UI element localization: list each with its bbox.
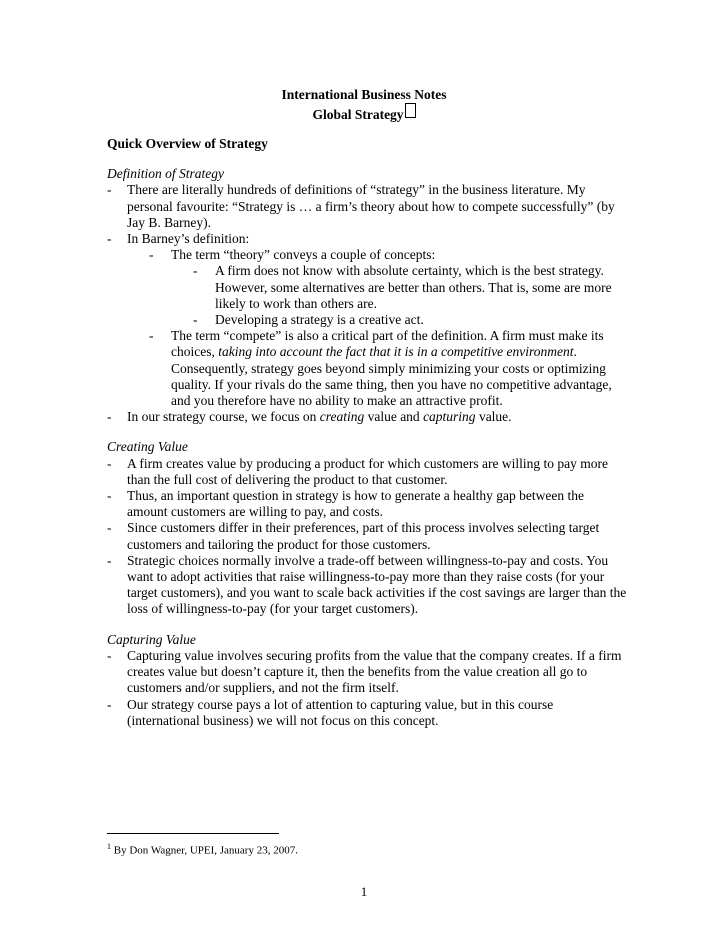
- footnote-mark: 1: [107, 842, 111, 851]
- footnote-text: By Don Wagner, UPEI, January 23, 2007.: [111, 844, 298, 857]
- bullet-dash: -: [193, 263, 198, 279]
- bullet-item: - Thus, an important question in strategy is how to generate a healthy gap between the amount customers are willing to pay, and costs.: [107, 488, 584, 520]
- section-capturing-value: [107, 632, 627, 729]
- bullet-dash: -: [193, 312, 198, 328]
- section-creating-value: [107, 439, 627, 617]
- footnote-reference-box: [405, 103, 416, 118]
- bullet-item: - Capturing value involves securing profits from the value that the company creates. If a firm creates value but doesn’t capture it, then the benefits from the value creation all go to customers and/or suppliers, and not the firm itself.: [107, 647, 622, 696]
- bullet-item: - Our strategy course pays a lot of attention to capturing value, but in this course (international business) we will not focus on this concept.: [107, 696, 554, 728]
- bullet-item: - In Barney’s definition:: [107, 231, 250, 247]
- main-heading: Quick Overview of Strategy: [107, 136, 268, 151]
- section-definition: [107, 166, 627, 425]
- bullet-dash: -: [107, 552, 112, 568]
- bullet-dash: -: [107, 182, 112, 198]
- bullet-dash: -: [107, 520, 112, 536]
- bullet-item: - Strategic choices normally involve a trade-off between willingness-to-pay and costs. You want to adopt activities that raise willingness-to-pay more than they raise costs (for your target customers), and you want to scale back activities if the cost savings are larger than the loss of willingness-to-pay (for your target customers).: [107, 552, 627, 617]
- sub-sub-bullet-item: - Developing a strategy is a creative act.: [193, 312, 424, 328]
- section-heading: Creating Value: [107, 439, 188, 455]
- bullet-dash: -: [149, 328, 154, 344]
- sub-bullet-item: - The term “theory” conveys a couple of concepts:: [149, 247, 436, 263]
- section-heading: Capturing Value: [107, 631, 196, 647]
- bullet-item: - There are literally hundreds of definitions of “strategy” in the business literature. My personal favourite: “Strategy is … a firm’s theory about how to compete successfully” (by Jay B. Barney).: [107, 182, 615, 230]
- bullet-item: - A firm creates value by producing a product for which customers are willing to pay more than the full cost of delivering the product to that customer.: [107, 455, 608, 487]
- bullet-dash: -: [107, 455, 112, 471]
- bullet-dash: -: [149, 247, 154, 263]
- sub-sub-bullet-item: - A firm does not know with absolute certainty, which is the best strategy. However, some alternatives are better than others. That is, some are more likely to work than others are.: [193, 263, 612, 311]
- document-header: [0, 86, 728, 123]
- bullet-dash: -: [107, 647, 112, 663]
- footnote-separator: [107, 833, 279, 834]
- bullet-dash: -: [107, 488, 112, 504]
- page-number: 1: [360, 884, 368, 899]
- section-heading: Definition of Strategy: [107, 166, 224, 182]
- document-subtitle: Global Strategy: [312, 107, 404, 122]
- bullet-dash: -: [107, 231, 112, 247]
- bullet-item: - Since customers differ in their preferences, part of this process involves selecting target customers and tailoring the product for those customers.: [107, 520, 600, 552]
- bullet-dash: -: [107, 409, 112, 425]
- bullet-dash: -: [107, 696, 112, 712]
- document-body: [107, 136, 627, 743]
- footnote: [107, 842, 298, 857]
- sub-bullet-item: - The term “compete” is also a critical part of the definition. A firm must make its choices, taking into account the fact that it is in a competitive environment. Consequently, strategy goes beyond simply minimizing your costs or optimizing quality. If your rivals do the same thing, then you have no competitive advantage, and you therefore have no ability to make an attractive profit.: [149, 328, 612, 409]
- document-title: International Business Notes: [281, 87, 447, 102]
- bullet-item: - In our strategy course, we focus on creating value and capturing value.: [107, 409, 512, 425]
